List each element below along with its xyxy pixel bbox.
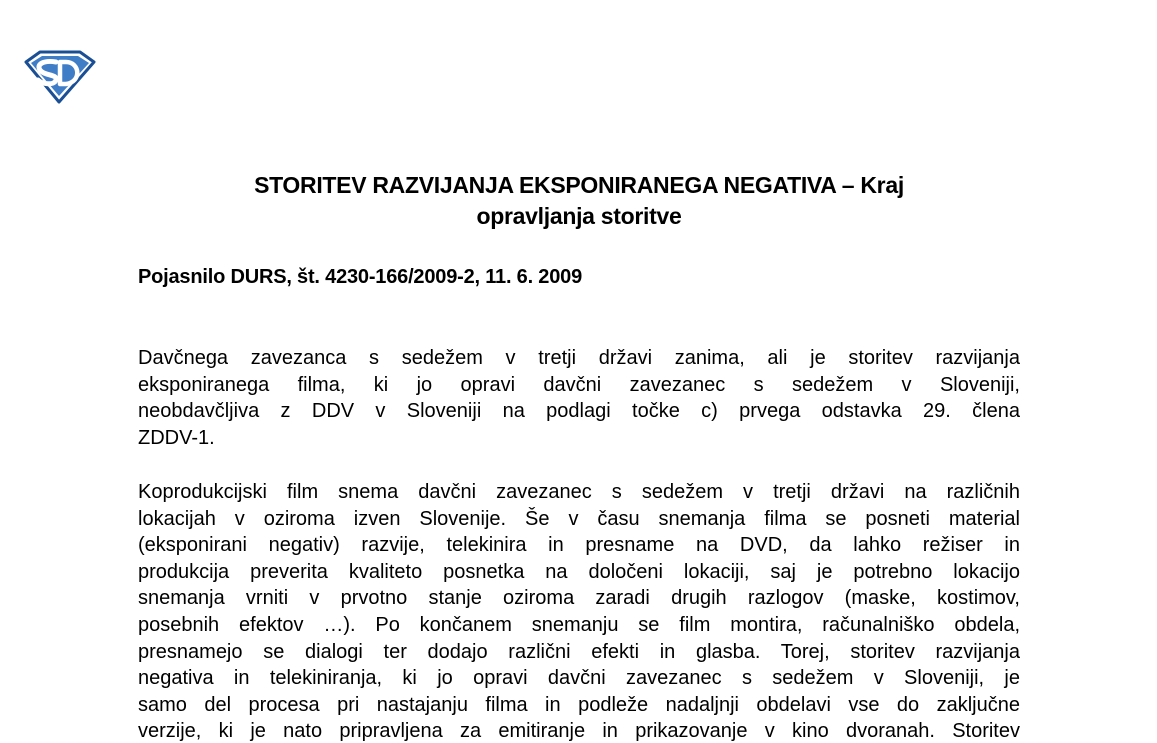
paragraph-line: verzije, ki je nato pripravljena za emitiranje in prikazovanje v kino dvoranah. Storitev xyxy=(138,720,1020,743)
paragraph-line: ZDDV-1. xyxy=(138,426,215,449)
paragraph-1 xyxy=(138,345,1020,451)
paragraph-line: Koprodukcijski film snema davčni zavezanec s sedežem v tretji državi na različnih xyxy=(138,481,1020,503)
paragraph-line: negativa in telekiniranja, ki jo opravi davčni zavezanec s sedežem v Sloveniji, je xyxy=(138,667,1020,690)
paragraph-line: neobdavčljiva z DDV v Sloveniji na podlagi točke c) prvega odstavka 29. člena xyxy=(138,400,1020,423)
paragraph-line: samo del procesa pri nastajanju filma in podleže nadaljnji obdelavi vse do zaključne xyxy=(138,693,1020,716)
paragraph-line: produkcija preverita kvaliteto posnetka na določeni lokaciji, saj je potrebno lokacijo xyxy=(138,560,1020,583)
document-reference: Pojasnilo DURS, št. 4230-166/2009-2, 11. 6. 2009 xyxy=(138,266,582,288)
title-line-1: STORITEV RAZVIJANJA EKSPONIRANEGA NEGATIVA – Kraj xyxy=(254,172,904,198)
paragraph-line: presnamejo se dialogi ter dodajo različni efekti in glasba. Torej, storitev razvijanja xyxy=(138,640,1020,663)
title-line-2: opravljanja storitve xyxy=(476,203,682,229)
durs-logo-icon xyxy=(22,48,96,106)
paragraph-line: eksponiranega filma, ki jo opravi davčni zavezanec s sedežem v Sloveniji, xyxy=(138,373,1020,396)
paragraph-line: lokacijah v oziroma izven Slovenije. Še v času snemanja filma se posneti material xyxy=(138,507,1020,530)
paragraph-line: posebnih efektov …). Po končanem snemanju se film montira, računalniško obdela, xyxy=(138,613,1020,636)
paragraph-line: Davčnega zavezanca s sedežem v tretji državi zanima, ali je storitev razvijanja xyxy=(138,347,1020,369)
paragraph-line: snemanja vrniti v prvotno stanje oziroma zaradi drugih razlogov (maske, kostimov, xyxy=(138,587,1020,610)
paragraph-2 xyxy=(138,479,1020,743)
document-title xyxy=(160,170,998,232)
paragraph-line: (eksponirani negativ) razvije, telekinira in presname na DVD, da lahko režiser in xyxy=(138,534,1020,557)
